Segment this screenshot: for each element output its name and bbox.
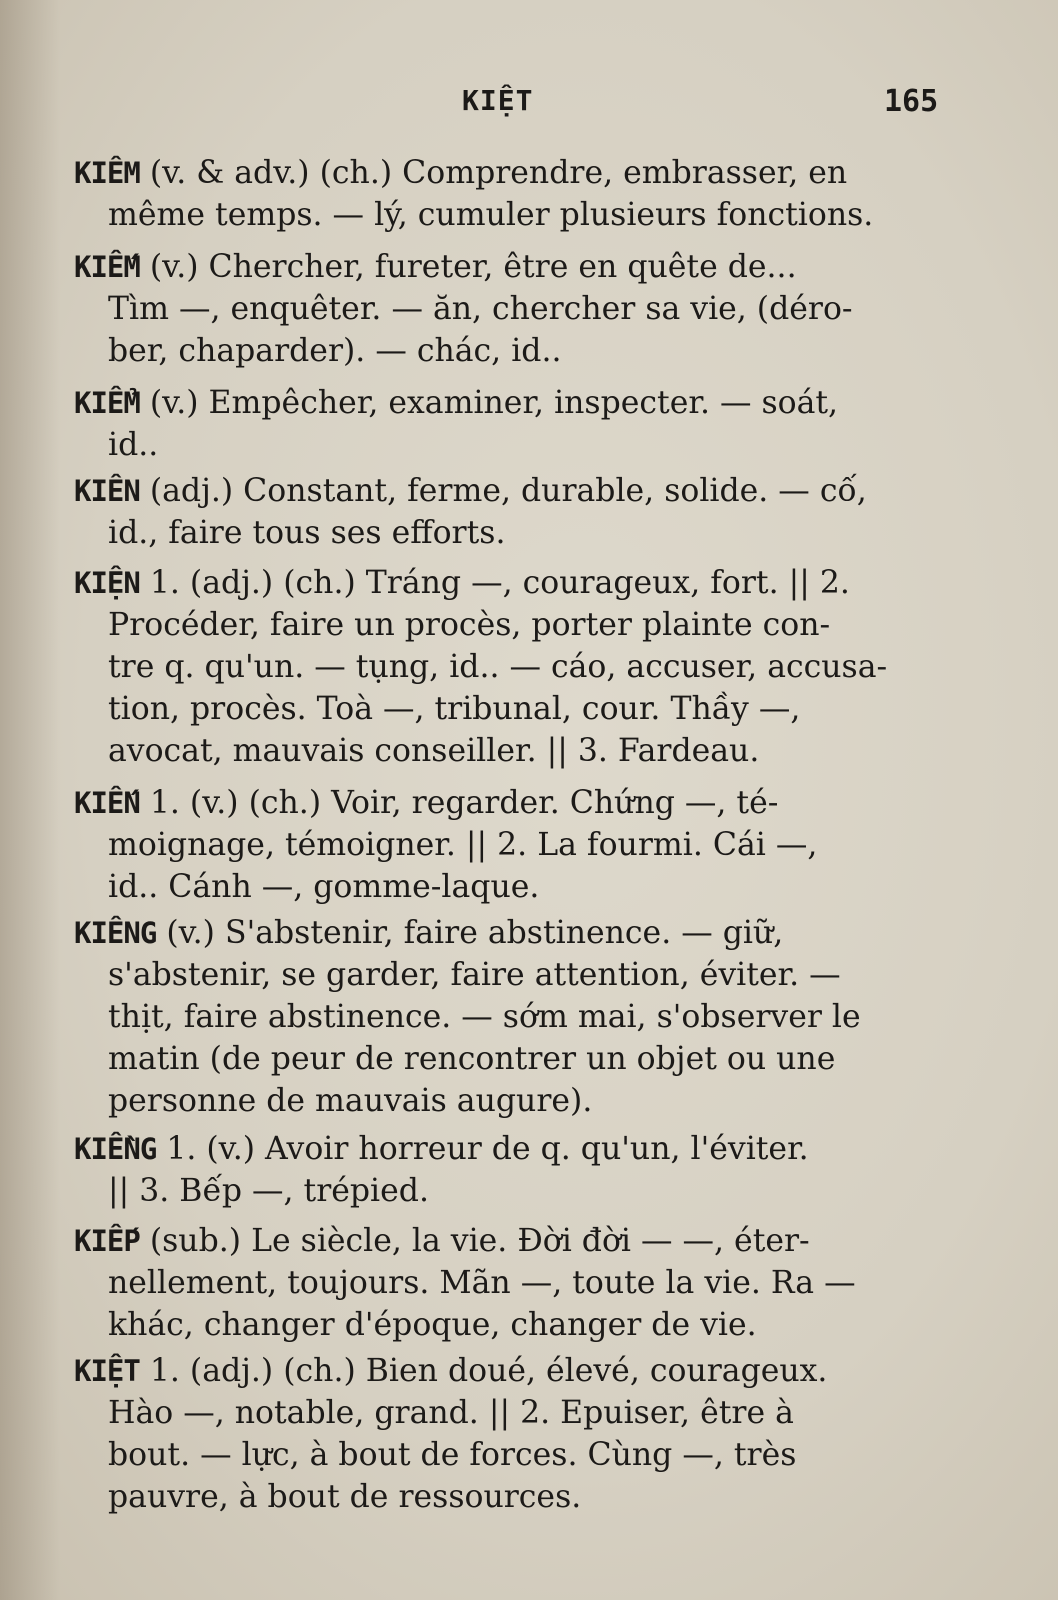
entry-line: bout. — lực, à bout de forces. Cùng —, très — [108, 1437, 797, 1473]
headword: KIẾP — [74, 1224, 140, 1258]
entry-line: id.. Cánh —, gomme-laque. — [108, 869, 540, 905]
entry-text: 1. (adj.) (ch.) Tráng —, courageux, fort. || 2. — [139, 565, 850, 601]
entry-line — [74, 246, 797, 288]
headword: KIÊNG — [74, 916, 157, 950]
entry-text: (adj.) Constant, ferme, durable, solide. — cố, — [139, 473, 867, 509]
entry-text: 1. (v.) Avoir horreur de q. qu'un, l'éviter. — [156, 1131, 809, 1167]
entry-line: nellement, toujours. Mãn —, toute la vie. Ra — — [108, 1265, 856, 1301]
headword: KIÊN — [74, 474, 140, 508]
entry-line: personne de mauvais augure). — [108, 1083, 593, 1119]
headword: KIẾN — [74, 786, 140, 820]
entry-text: (v.) Empêcher, examiner, inspecter. — soát, — [139, 385, 839, 421]
running-head: KIỆT — [462, 84, 534, 117]
entry-line: ber, chaparder). — chác, id.. — [108, 333, 562, 369]
entry-line — [74, 562, 850, 604]
entry-line: avocat, mauvais conseiller. || 3. Fardeau. — [108, 733, 760, 769]
entry-line: id., faire tous ses efforts. — [108, 515, 506, 551]
entry-text: (v.) Chercher, fureter, être en quête de... — [139, 249, 797, 285]
entry-text: (sub.) Le siècle, la vie. Đời đời — —, éter- — [139, 1223, 810, 1259]
entry-line — [74, 1220, 810, 1262]
entry-text: 1. (adj.) (ch.) Bien doué, élevé, courageux. — [139, 1353, 828, 1389]
entry-line — [74, 1128, 809, 1170]
entry-line: tion, procès. Toà —, tribunal, cour. Thầy —, — [108, 691, 801, 727]
entry-text: (v.) S'abstenir, faire abstinence. — giữ, — [156, 915, 784, 951]
entry-line — [74, 912, 783, 954]
entry-line: tre q. qu'un. — tụng, id.. — cáo, accuser, accusa- — [108, 649, 888, 685]
entry-line — [74, 470, 867, 512]
entry-line: pauvre, à bout de ressources. — [108, 1479, 582, 1515]
entry-line — [74, 1350, 827, 1392]
headword: KIỆT — [74, 1354, 140, 1388]
entry-line: Tìm —, enquêter. — ăn, chercher sa vie, (déro- — [108, 291, 853, 327]
entry-text: 1. (v.) (ch.) Voir, regarder. Chứng —, té- — [139, 785, 779, 821]
entry-line: id.. — [108, 427, 159, 463]
entry-line: moignage, témoigner. || 2. La fourmi. Cái —, — [108, 827, 818, 863]
entry-line — [74, 382, 838, 424]
entry-line: Procéder, faire un procès, porter plainte con- — [108, 607, 831, 643]
page-number: 165 — [884, 84, 939, 119]
entry-line: même temps. — lý, cumuler plusieurs fonctions. — [108, 197, 874, 233]
entry-line — [74, 782, 778, 824]
entry-line: s'abstenir, se garder, faire attention, éviter. — — [108, 957, 841, 993]
entry-line: Hào —, notable, grand. || 2. Epuiser, être à — [108, 1395, 794, 1431]
entry-line: matin (de peur de rencontrer un objet ou une — [108, 1041, 836, 1077]
headword: KIỆN — [74, 566, 140, 600]
entry-line — [74, 152, 847, 194]
headword: KIẾM — [74, 250, 140, 284]
headword: KIỀNG — [74, 1132, 157, 1166]
entry-line: khác, changer d'époque, changer de vie. — [108, 1307, 757, 1343]
entry-line: || 3. Bếp —, trépied. — [108, 1173, 429, 1209]
entry-line: thịt, faire abstinence. — sớm mai, s'observer le — [108, 999, 861, 1035]
headword: KIÊM — [74, 156, 140, 190]
headword: KIỂM — [74, 386, 140, 420]
entry-text: (v. & adv.) (ch.) Comprendre, embrasser, en — [139, 155, 848, 191]
